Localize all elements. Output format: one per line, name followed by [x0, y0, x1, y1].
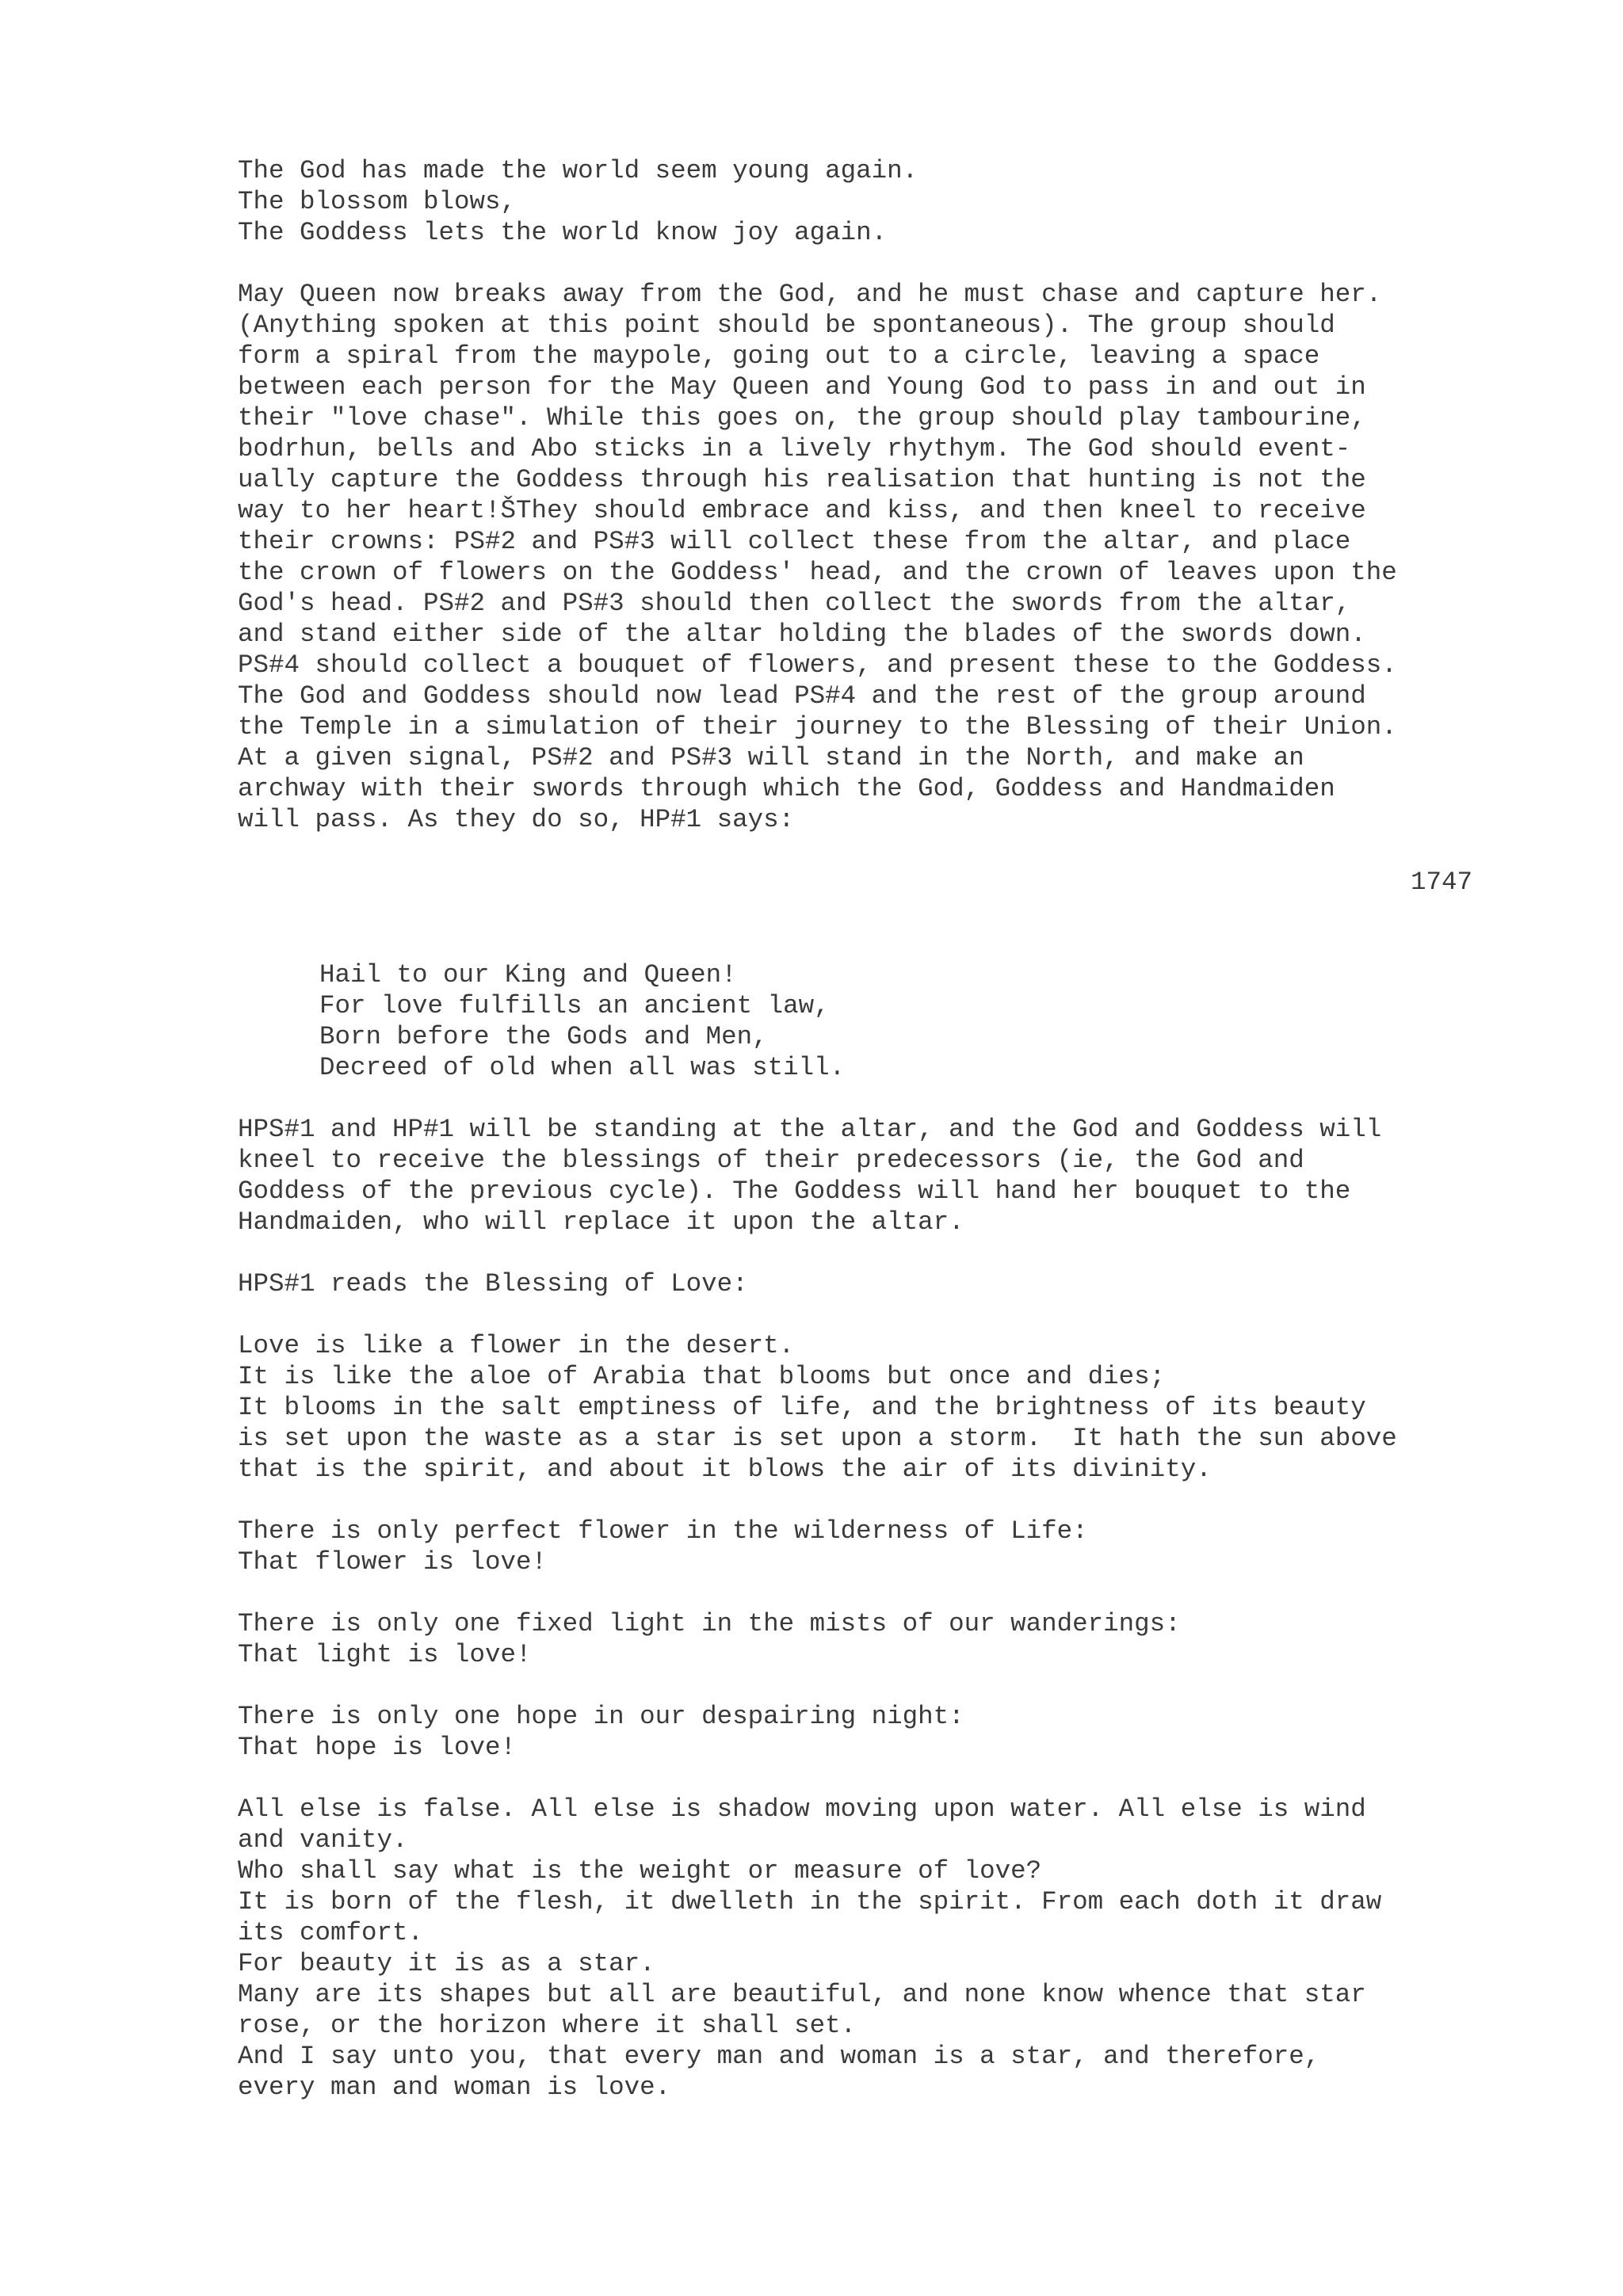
text-line: There is only one hope in our despairing night:: [238, 1702, 964, 1731]
text-line: (Anything spoken at this point should be spontaneous). The group should: [238, 311, 1335, 340]
text-line: And I say unto you, that every man and woman is a star, and therefore,: [238, 2042, 1320, 2071]
text-line: and stand either side of the altar holding the blades of the swords down.: [238, 620, 1366, 649]
text-line: form a spiral from the maypole, going out to a circle, leaving a space: [238, 341, 1320, 371]
text-line: their "love chase". While this goes on, the group should play tambourine,: [238, 403, 1366, 433]
blessing-paragraph-4: [238, 1701, 964, 1763]
blessing-paragraph-5: [238, 1794, 1381, 2103]
text-line: ually capture the Goddess through his realisation that hunting is not the: [238, 465, 1366, 494]
chase-paragraph: [238, 279, 1397, 835]
text-line: rose, or the horizon where it shall set.: [238, 2011, 857, 2040]
text-line: That light is love!: [238, 1640, 532, 1669]
text-line: Hail to our King and Queen!: [319, 960, 737, 990]
text-line: For beauty it is as a star.: [238, 1949, 655, 1978]
text-line: archway with their swords through which the God, Goddess and Handmaiden: [238, 774, 1335, 803]
text-line: the crown of flowers on the Goddess' head, and the crown of leaves upon the: [238, 558, 1397, 587]
text-line: bodrhun, bells and Abo sticks in a lively rhythym. The God should event-: [238, 434, 1351, 463]
text-line: The blossom blows,: [238, 187, 517, 216]
blessing-paragraph-2: [238, 1516, 1088, 1577]
text-line: will pass. As they do so, HP#1 says:: [238, 805, 795, 834]
blessing-paragraph-1: [238, 1330, 1397, 1485]
text-line: way to her heart!ŠThey should embrace and kiss, and then kneel to receive: [238, 496, 1366, 525]
text-line: May Queen now breaks away from the God, and he must chase and capture her.: [238, 280, 1382, 309]
text-line: The God has made the world seem young again.: [238, 156, 918, 185]
text-line: its comfort.: [238, 1918, 424, 1947]
text-line: Who shall say what is the weight or measure of love?: [238, 1856, 1042, 1886]
text-line: Handmaiden, who will replace it upon the altar.: [238, 1207, 964, 1237]
text-line: kneel to receive the blessings of their predecessors (ie, the God and: [238, 1146, 1304, 1175]
text-line: HPS#1 reads the Blessing of Love:: [238, 1269, 748, 1299]
text-line: the Temple in a simulation of their journey to the Blessing of their Union.: [238, 712, 1397, 742]
text-line: HPS#1 and HP#1 will be standing at the altar, and the God and Goddess will: [238, 1115, 1382, 1144]
text-line: Decreed of old when all was still.: [319, 1053, 846, 1082]
page-number: 1747: [1410, 868, 1472, 897]
text-line: The God and Goddess should now lead PS#4 and the rest of the group around: [238, 681, 1366, 711]
text-line: It blooms in the salt emptiness of life, and the brightness of its beauty: [238, 1393, 1366, 1422]
text-line: God's head. PS#2 and PS#3 should then collect the swords from the altar,: [238, 589, 1351, 618]
text-line: that is the spirit, and about it blows the air of its divinity.: [238, 1455, 1212, 1484]
blessing-paragraph-3: [238, 1608, 1181, 1670]
text-line: For love fulfills an ancient law,: [319, 991, 830, 1020]
text-line: That flower is love!: [238, 1547, 548, 1577]
text-line: It is like the aloe of Arabia that blooms but once and dies;: [238, 1362, 1166, 1391]
text-line: There is only perfect flower in the wilderness of Life:: [238, 1516, 1088, 1546]
text-line: and vanity.: [238, 1825, 408, 1855]
text-line: All else is false. All else is shadow moving upon water. All else is wind: [238, 1794, 1366, 1824]
altar-paragraph: [238, 1114, 1381, 1238]
text-line: between each person for the May Queen and Young God to pass in and out in: [238, 372, 1366, 402]
intro-stanza: [238, 155, 918, 248]
text-line: Goddess of the previous cycle). The Goddess will hand her bouquet to the: [238, 1177, 1351, 1206]
text-line: At a given signal, PS#2 and PS#3 will stand in the North, and make an: [238, 743, 1304, 772]
text-line: PS#4 should collect a bouquet of flowers, and present these to the Goddess.: [238, 650, 1397, 680]
text-line: The Goddess lets the world know joy again.: [238, 218, 888, 247]
text-line: It is born of the flesh, it dwelleth in the spirit. From each doth it draw: [238, 1887, 1382, 1917]
text-line: their crowns: PS#2 and PS#3 will collect these from the altar, and place: [238, 527, 1351, 556]
text-line: That hope is love!: [238, 1733, 517, 1762]
blessing-intro: [238, 1268, 748, 1299]
text-line: is set upon the waste as a star is set upon a storm. It hath the sun above: [238, 1424, 1397, 1453]
text-line: every man and woman is love.: [238, 2073, 671, 2102]
hail-stanza: [319, 959, 845, 1083]
text-line: Born before the Gods and Men,: [319, 1022, 768, 1051]
text-line: There is only one fixed light in the mists of our wanderings:: [238, 1609, 1181, 1638]
text-line: Many are its shapes but all are beautiful, and none know whence that star: [238, 1980, 1366, 2009]
text-line: Love is like a flower in the desert.: [238, 1331, 795, 1360]
